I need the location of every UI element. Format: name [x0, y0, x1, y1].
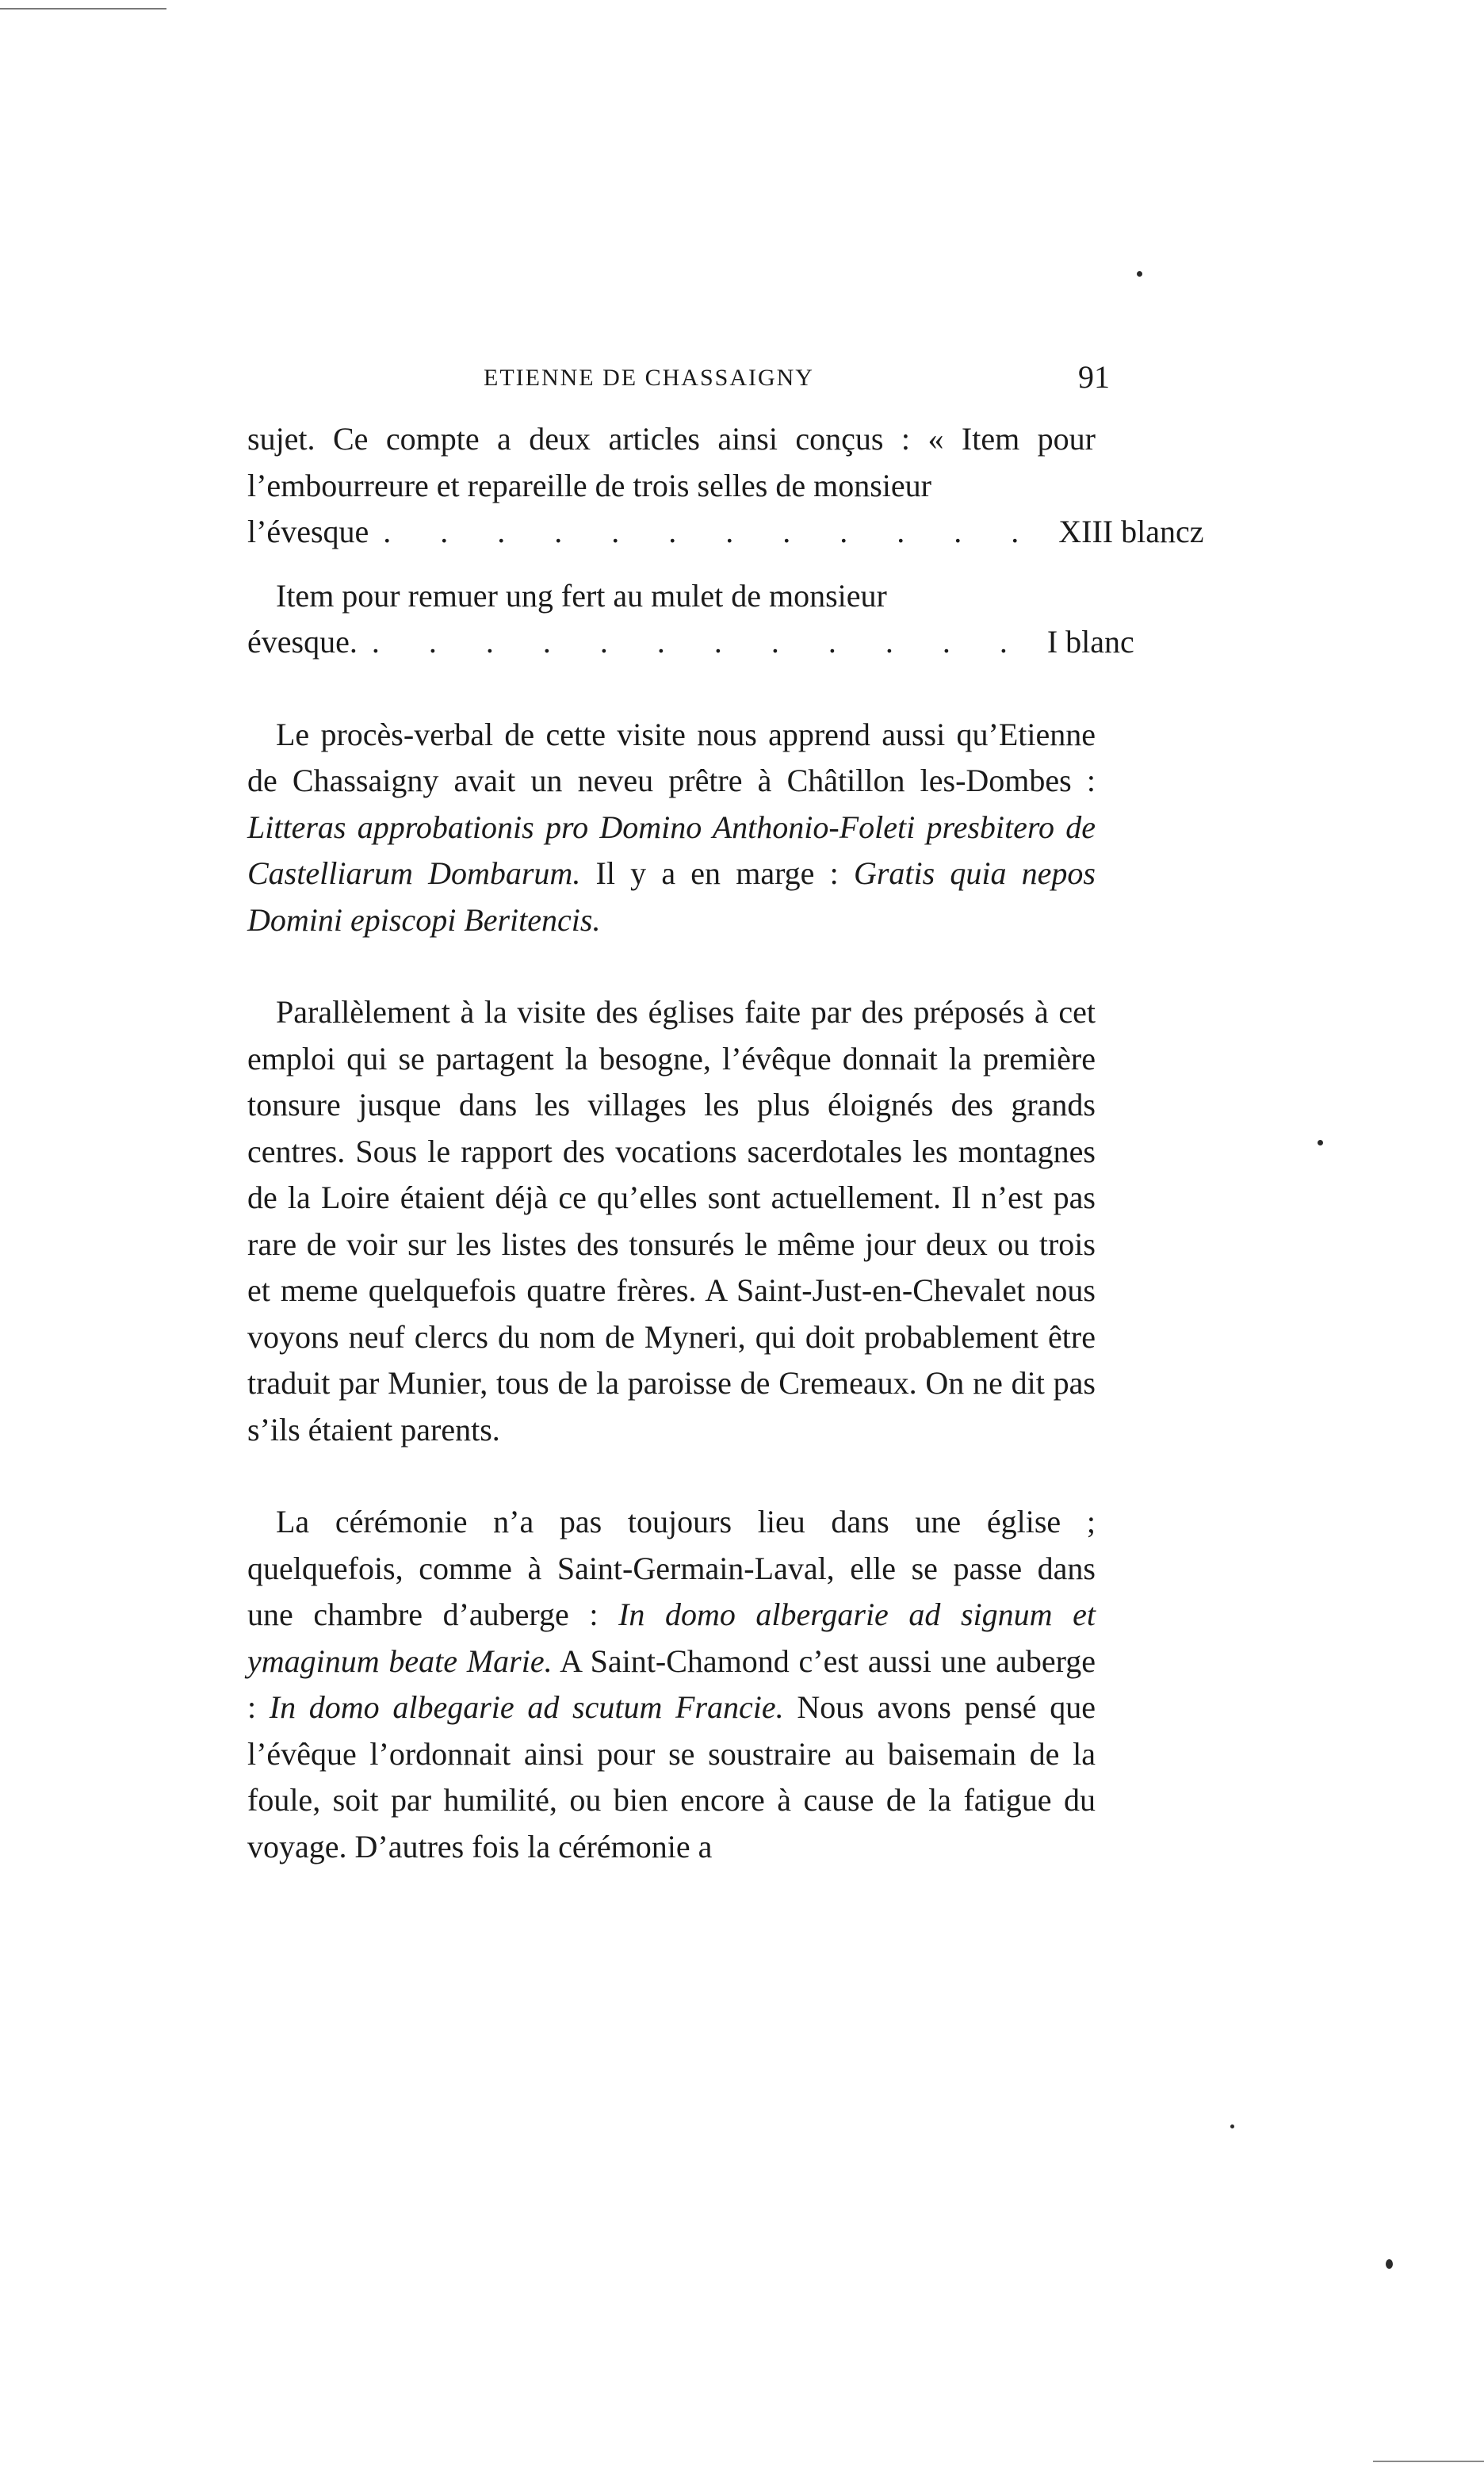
paragraph-3	[247, 712, 1096, 944]
account-line-2-label: évesque.	[247, 624, 358, 660]
paragraph-5	[247, 1499, 1096, 1870]
account-line-1	[247, 509, 1204, 556]
paragraph-3-latin-a: Litteras approbationis pro Domino Anthonio-Foleti presbitero de Castelliarum Dombarum.	[247, 809, 1096, 891]
paragraph-3-text-a: Le procès-verbal de cette visite nous apprend aussi qu’Etienne de Chassaigny avait un neveu prêtre à Châtillon les-Dombes :	[247, 716, 1096, 798]
paragraph-5-latin-b: In domo albegarie ad scutum Francie.	[269, 1689, 784, 1725]
body-text	[247, 416, 1204, 1870]
paragraph-4	[247, 989, 1096, 1453]
account-line-1-label: l’évesque	[247, 514, 369, 549]
dot-leader: . . . . . . . . . . . .	[371, 624, 1028, 660]
paragraph-1	[247, 416, 1096, 509]
account-line-2	[247, 619, 1134, 666]
scan-speck	[1318, 1140, 1323, 1145]
account-line-2-amount: I blanc	[1046, 624, 1134, 660]
paragraph-3-latin-b: Gratis quia nepos Domini episcopi Beritencis.	[247, 855, 1096, 938]
scan-edge-rule-top	[0, 8, 166, 10]
paragraph-5-latin-a: In domo albergarie ad signum et ymaginum beate Marie.	[247, 1597, 1096, 1679]
paragraph-4-text: Parallèlement à la visite des églises faite par des préposés à cet emploi qui se partagent la besogne, l’évêque donnait la première tonsure jusque dans les villages les plus éloignés des grands centres. Sous le rapport des vocations sacerdotales les montagnes de la Loire étaient déjà ce qu’elles sont actuellement. Il n’est pas rare de voir sur les listes des tonsurés le même jour deux ou trois et meme quelquefois quatre frères. A Saint-Just-en-Chevalet nous voyons neuf clercs du nom de Myneri, qui doit probablement être traduit par Munier, tous de la paroisse de Cremeaux. On ne dit pas s’ils étaient parents.	[247, 994, 1096, 1448]
scan-speck	[1137, 271, 1142, 277]
scan-speck	[1386, 2259, 1393, 2269]
running-title: ETIENNE DE CHASSAIGNY	[484, 365, 814, 391]
dot-leader: . . . . . . . . . . . .	[383, 514, 1040, 549]
paragraph-1-text: sujet. Ce compte a deux articles ainsi conçus : « Item pour l’embourreure et repareille de trois selles de monsieur	[247, 421, 1096, 503]
paragraph-2-text: Item pour remuer ung fert au mulet de monsieur	[276, 577, 887, 614]
paragraph-2	[247, 573, 1096, 620]
paragraph-5-text-a: La cérémonie n’a pas toujours lieu dans une église ; quelquefois, comme à Saint-Germain-Laval, elle se passe dans une chambre d’auberge :	[247, 1504, 1096, 1632]
page-header	[246, 359, 1118, 412]
scan-speck	[1230, 2124, 1234, 2128]
paragraph-5-text-c: Nous avons pensé que l’évêque l’ordonnait ainsi pour se soustraire au baisemain de la foule, soit par humilité, ou bien encore à cause de la fatigue du voyage. D’autres fois la cérémonie a	[247, 1689, 1096, 1864]
account-line-1-amount: XIII blancz	[1058, 514, 1204, 549]
paragraph-5-text-b: A Saint-Chamond c’est aussi une auberge :	[247, 1643, 1096, 1725]
paragraph-3-text-b: Il y a en marge :	[580, 855, 854, 891]
scan-edge-rule-bottom	[1373, 2461, 1484, 2462]
page-number: 91	[1078, 359, 1110, 395]
